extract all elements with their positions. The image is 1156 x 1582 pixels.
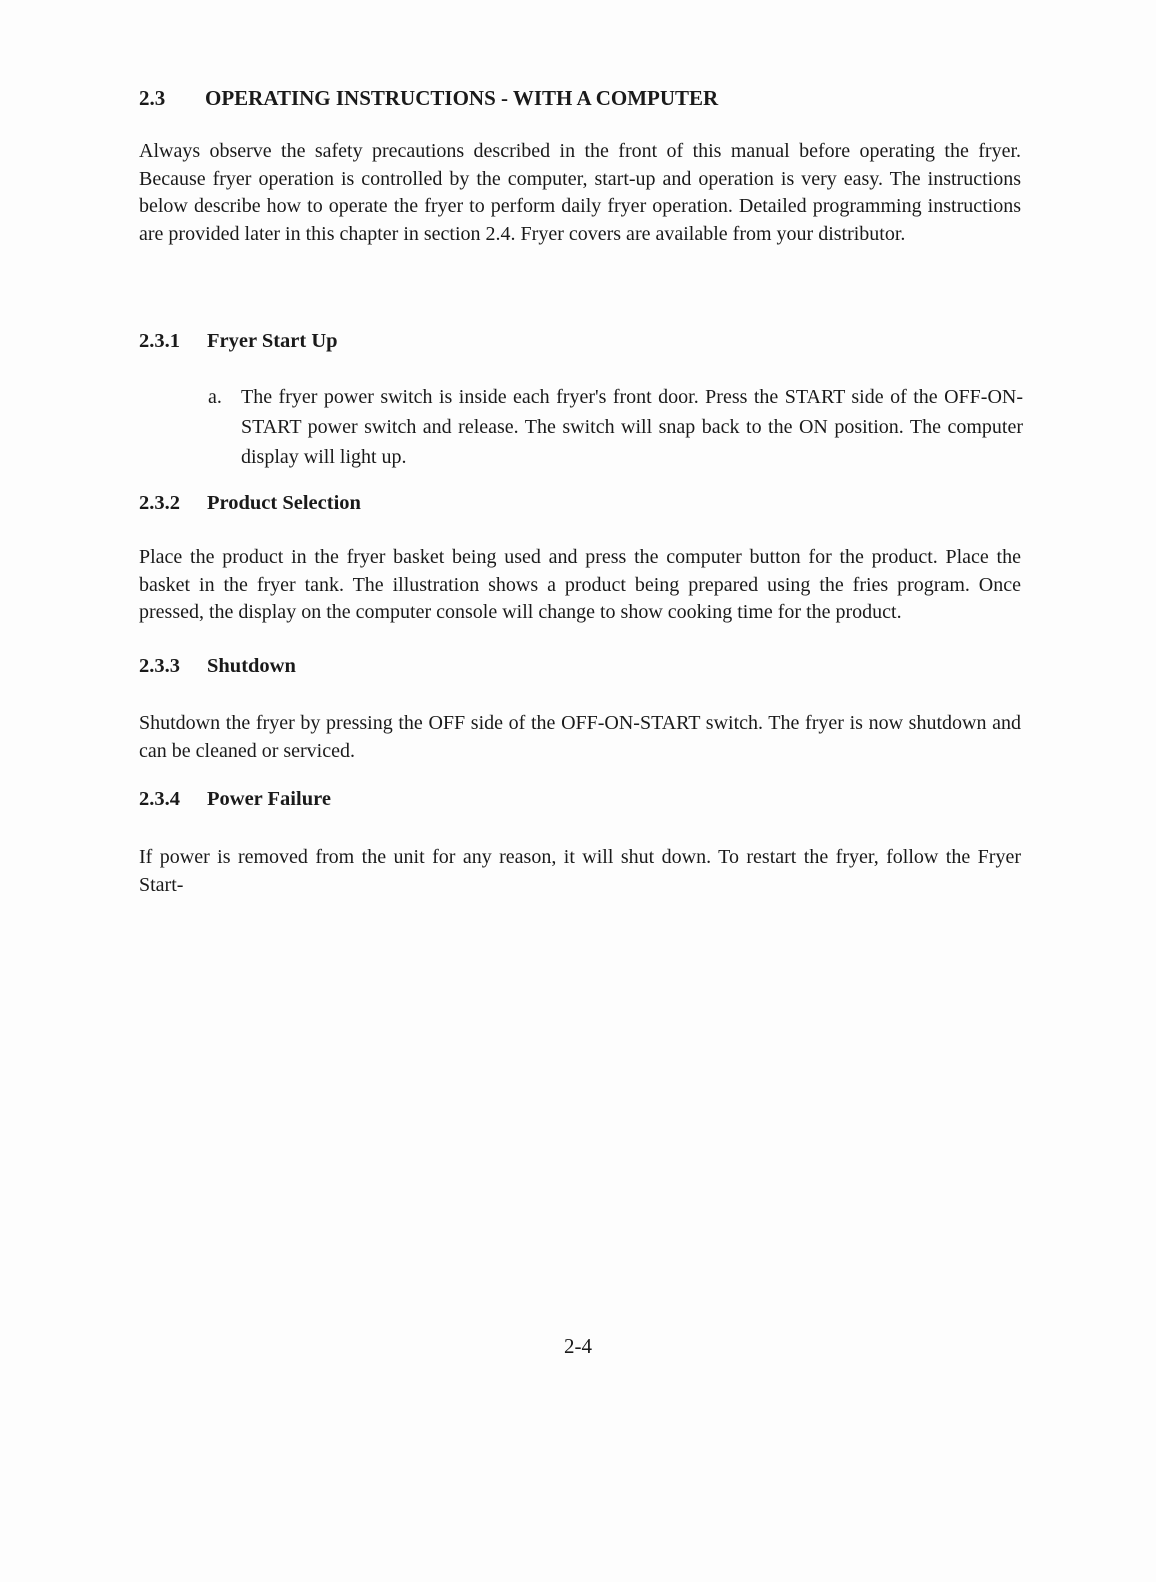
section-title: OPERATING INSTRUCTIONS - WITH A COMPUTER bbox=[205, 86, 719, 110]
list-marker: a. bbox=[208, 386, 222, 408]
subsection-title: Power Failure bbox=[207, 788, 331, 810]
subsection-title: Shutdown bbox=[207, 655, 296, 677]
page-number: 2-4 bbox=[564, 1334, 592, 1358]
section-heading-2-3 bbox=[139, 86, 718, 111]
subsection-number: 2.3.1 bbox=[139, 330, 180, 352]
list-item-text: The fryer power switch is inside each fryer's front door. Press the START side of the OFF-ON-START power switch and release. The switch will snap back to the ON position. The computer display will light up. bbox=[241, 386, 1023, 468]
subsection-heading-2-3-2 bbox=[139, 492, 361, 515]
product-selection-paragraph: Place the product in the fryer basket being used and press the computer button for the product. Place the basket in the fryer tank. The illustration shows a product being prepared using the fries program. Once pressed, the display on the computer console will change to show cooking time for the product. bbox=[139, 546, 1021, 623]
subsection-heading-2-3-3 bbox=[139, 655, 296, 678]
subsection-number: 2.3.2 bbox=[139, 492, 180, 514]
list-item-a bbox=[208, 382, 1023, 472]
intro-paragraph: Always observe the safety precautions described in the front of this manual before operating the fryer. Because fryer operation is controlled by the computer, start-up and operation is very easy. The instructions below describe how to operate the fryer to perform daily fryer operation. Detailed programming instructions are provided later in this chapter in section 2.4. Fryer covers are available from your distributor. bbox=[139, 140, 1021, 245]
subsection-heading-2-3-4 bbox=[139, 788, 331, 811]
subsection-heading-2-3-1 bbox=[139, 330, 338, 353]
subsection-number: 2.3.3 bbox=[139, 655, 180, 677]
subsection-number: 2.3.4 bbox=[139, 788, 180, 810]
shutdown-paragraph: Shutdown the fryer by pressing the OFF side of the OFF-ON-START switch. The fryer is now shutdown and can be cleaned or serviced. bbox=[139, 712, 1021, 762]
power-failure-paragraph: If power is removed from the unit for any reason, it will shut down. To restart the fryer, follow the Fryer Start- bbox=[139, 846, 1021, 896]
subsection-title: Fryer Start Up bbox=[207, 330, 338, 352]
subsection-title: Product Selection bbox=[207, 492, 361, 514]
section-number: 2.3 bbox=[139, 86, 166, 110]
